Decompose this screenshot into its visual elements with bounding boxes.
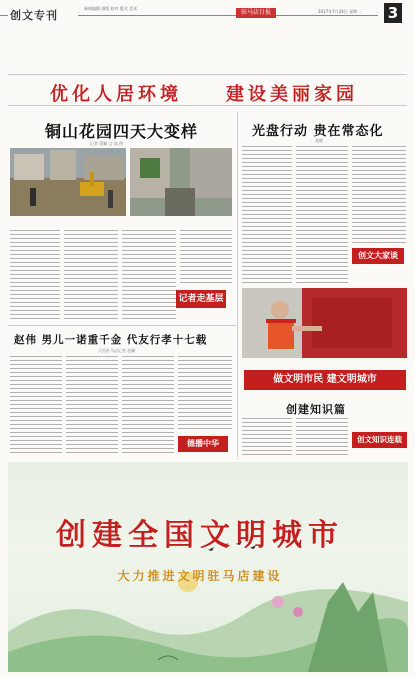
tag-reporter: 记者走基层 [176, 290, 226, 308]
header-rule [78, 15, 378, 16]
tag-knowledge-series: 创文知识连载 [352, 432, 407, 448]
article4-text-col2 [296, 418, 348, 456]
tag-ethics: 德播中华 [178, 436, 228, 452]
slogan-banner: 做文明市民 建文明城市 [244, 370, 406, 390]
article3-top-rule [8, 325, 236, 326]
volunteer-photo [242, 288, 407, 358]
article2-text-col3 [352, 146, 406, 244]
article2-text-col1 [242, 146, 292, 286]
tag-everyone-talks: 创文大家谈 [352, 248, 404, 264]
article3-text-col3 [122, 356, 174, 456]
newspaper-logo: 驻马店日报 [236, 8, 276, 18]
article1-byline: 记者 蔡颖 文 高 图 [90, 141, 124, 146]
article4-text-col1 [242, 418, 292, 456]
article3-title: 赵伟 男儿一诺重千金 代友行孝十七载 [14, 334, 208, 346]
masthead-date: 2017年7月24日 星期一 [318, 9, 362, 14]
masthead-small-left: 新闻编辑 排版 校对 版式 美术 [84, 6, 138, 11]
article1-text-col1 [10, 230, 60, 320]
construction-photo-art [10, 148, 126, 216]
volunteer-photo-art [242, 288, 407, 358]
section-title: 创文专刊 [10, 9, 58, 22]
article1-photo-caption-1 [10, 219, 126, 227]
column-divider [237, 112, 238, 457]
article3-text-col1 [10, 356, 62, 456]
article1-text-col4 [180, 230, 232, 286]
headline-right: 建设美丽家园 [226, 84, 358, 105]
article2-title: 光盘行动 贵在常态化 [252, 124, 384, 139]
article1-photo-street [130, 148, 232, 216]
article2-byline: 张晓 [315, 138, 323, 143]
article1-text-col2 [64, 230, 118, 320]
article1-photo-construction [10, 148, 126, 216]
article1-text-col3 [122, 230, 176, 320]
article3-text-col2 [66, 356, 118, 456]
article3-byline: 大河驻马店记者 赵珊 [98, 348, 136, 353]
volunteer-photo-caption [242, 360, 407, 366]
banner-subtitle: 大力推进文明驻马店建设 [117, 569, 283, 583]
headline-left: 优化人居环境 [50, 84, 182, 105]
banner-title: 创建全国文明城市 [56, 518, 344, 553]
header-left-rule [0, 15, 8, 16]
street-photo-art [130, 148, 232, 216]
article4-title: 创建知识篇 [286, 403, 346, 416]
article1-title: 铜山花园四天大变样 [45, 122, 199, 141]
page-number: 3 [384, 3, 402, 23]
article3-text-col4 [178, 356, 232, 432]
article2-text-col2 [296, 146, 348, 286]
